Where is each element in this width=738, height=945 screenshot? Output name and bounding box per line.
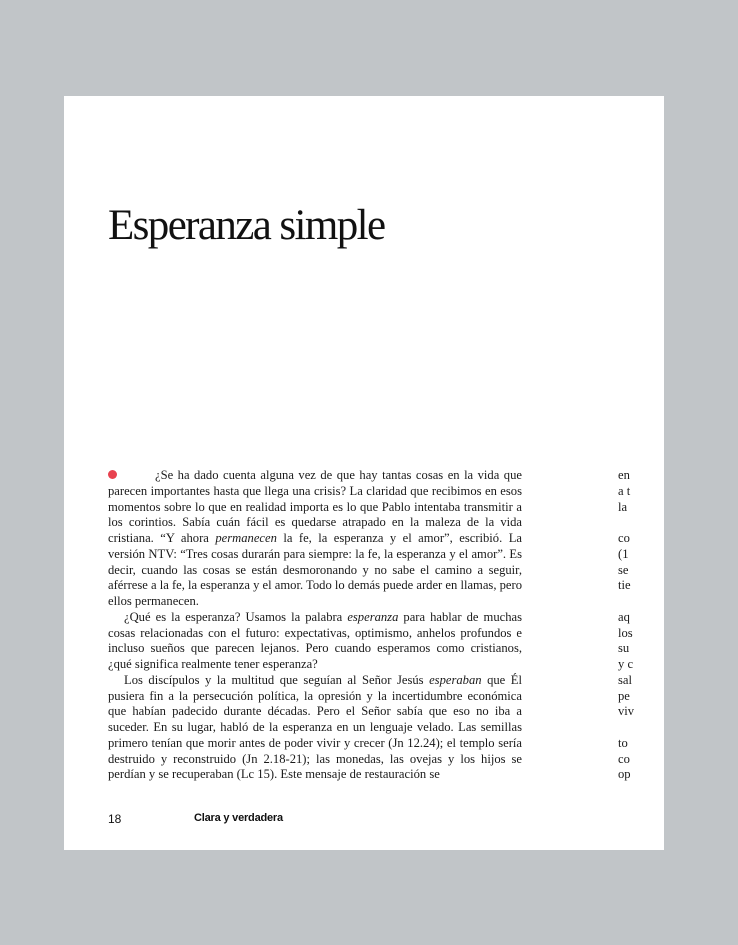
paragraph-2-text-after: para hablar de muchas cosas relacionadas con el futuro: expectativas, optimismo, anhelos profundos e incluso sueños que parecen lejanos. Pero cuando esperamos como cristianos, ¿qué significa realmente tener esperanza? (108, 609, 522, 671)
next-page-column-fragment (618, 468, 738, 783)
next-page-line-fragment: viv (618, 704, 635, 719)
paragraph-3 (108, 673, 522, 783)
next-page-line-fragment: aq (618, 609, 630, 624)
next-page-line-fragment: co (618, 751, 630, 766)
next-page-line-fragment: se (618, 562, 629, 577)
next-page-line-fragment: (1 (618, 546, 629, 561)
body-text-column (108, 468, 522, 783)
page-number: 18 (108, 812, 122, 826)
paragraph-1-text: ¿Se ha dado cuenta alguna vez de que hay tantas cosas en la vida que parecen importantes hasta que llega una crisis? La claridad que recibimos en esos momentos sobre lo que en realidad importa es lo que Pablo intentaba transmitir a los corintios. Sabía cuán fácil es quedarse atrapado en la maleza de la vida cristiana. “Y ahora (108, 468, 522, 545)
next-page-line-fragment: su (618, 641, 630, 656)
next-page-line-fragment: los (618, 625, 633, 640)
next-page-line-fragment: a t (618, 483, 631, 498)
red-bullet-icon (108, 470, 117, 479)
paragraph-3-emphasis: esperaban (429, 672, 482, 687)
chapter-title: Esperanza simple (108, 202, 385, 249)
next-page-line-fragment: to (618, 735, 628, 750)
next-page-line-fragment: op (618, 767, 631, 782)
paragraph-3-text: Los discípulos y la multitud que seguían al Señor Jesús (124, 672, 430, 687)
next-page-line-fragment: y c (618, 657, 634, 671)
next-page-line-fragment: co (618, 531, 630, 545)
paragraph-2-text: ¿Qué es la esperanza? Usamos la palabra (124, 609, 348, 624)
paragraph-1-emphasis: permanecen (215, 531, 277, 545)
next-page-line-fragment (618, 720, 738, 736)
next-page-line-fragment: la (618, 499, 628, 514)
next-page-line-fragment: tie (618, 578, 631, 593)
running-title: Clara y verdadera (194, 812, 283, 824)
paragraph-1-text-after: la fe, la esperanza y el amor”, escribió. La versión NTV: “Tres cosas durarán para siempre: la fe, la esperanza y el amor”. Es decir, cuando las cosas se están desmoronando y no sabe el camino a seguir, aférrese a la fe, la esperanza y el amor. Todo lo demás puede arder en llamas, pero ellos permanecen. (108, 531, 522, 608)
next-page-line-fragment (618, 515, 738, 531)
book-page (64, 96, 664, 850)
next-page-line-fragment: en (618, 468, 630, 482)
paragraph-1 (108, 468, 522, 610)
paragraph-2 (108, 610, 522, 673)
paragraph-3-text-after: que Él pusiera fin a la persecución política, la opresión y la incertidumbre económica que habían padecido durante décadas. Pero el Señor sabía que eso no iba a suceder. En su lugar, habló de la esperanza en un lenguaje velado. Las semillas primero tenían que morir antes de poder vivir y crecer (Jn 12.24); el templo sería destruido y reconstruido (Jn 2.18-21); las monedas, las ovejas y los hijos se perdían y se recuperaban (Lc 15). Este mensaje de restauración se (108, 672, 522, 782)
next-page-line-fragment: sal (618, 672, 632, 687)
next-page-line-fragment (618, 594, 738, 610)
next-page-line-fragment: pe (618, 688, 630, 703)
paragraph-2-emphasis: esperanza (347, 609, 399, 624)
